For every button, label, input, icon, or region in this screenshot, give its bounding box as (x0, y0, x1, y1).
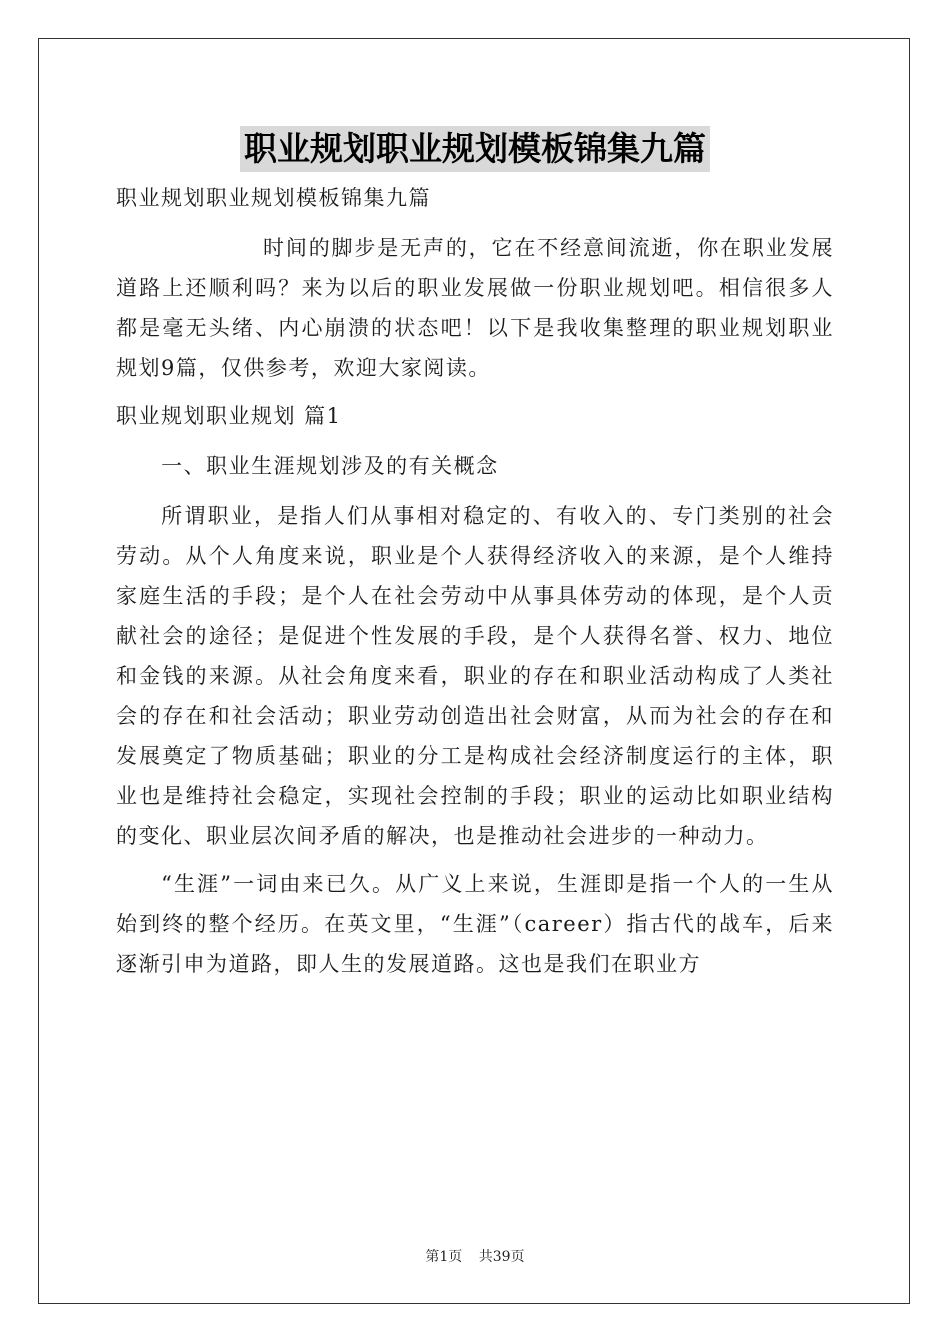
page-number: 第1页 (425, 1249, 463, 1265)
body-paragraph-2: “生涯”一词由来已久。从广义上来说，生涯即是指一个人的一生从始到终的整个经历。在英文里，“生涯”（career）指古代的战车，后来逐渐引申为道路，即人生的发展道路。这也是我们在职业方 (116, 872, 834, 976)
page-footer (0, 1246, 950, 1266)
intro-paragraph: 时间的脚步是无声的，它在不经意间流逝，你在职业发展道路上还顺利吗？来为以后的职业发展做一份职业规划吧。相信很多人都是毫无头绪、内心崩溃的状态吧！以下是我收集整理的职业规划职业规划9篇，仅供参考，欢迎大家阅读。 (116, 236, 834, 380)
section-title: 职业规划职业规划 篇1 (116, 404, 342, 428)
body-paragraph-1: 所谓职业，是指人们从事相对稳定的、有收入的、专门类别的社会劳动。从个人角度来说，职业是个人获得经济收入的来源，是个人维持家庭生活的手段；是个人在社会劳动中从事具体劳动的体现，是个人贡献社会的途径；是促进个性发展的手段，是个人获得名誉、权力、地位和金钱的来源。从社会角度来看，职业的存在和职业活动构成了人类社会的存在和社会活动；职业劳动创造出社会财富，从而为社会的存在和发展奠定了物质基础；职业的分工是构成社会经济制度运行的主体，职业也是维持社会稳定，实现社会控制的手段；职业的运动比如职业结构的变化、职业层次间矛盾的解决，也是推动社会进步的一种动力。 (116, 504, 834, 848)
document-body (116, 178, 834, 992)
section-heading: 一、职业生涯规划涉及的有关概念 (161, 454, 499, 478)
document-title: 职业规划职业规划模板锦集九篇 (240, 126, 710, 172)
total-pages: 共39页 (478, 1249, 525, 1265)
title-container (0, 126, 950, 172)
document-subtitle: 职业规划职业规划模板锦集九篇 (116, 186, 431, 210)
